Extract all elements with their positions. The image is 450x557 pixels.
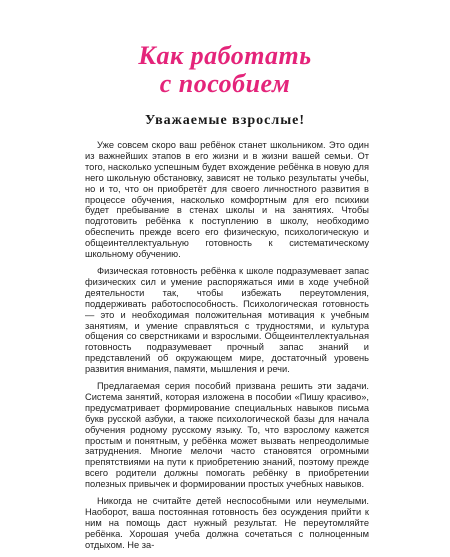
page-title-line-1: Как работать	[138, 41, 312, 70]
paragraph-1: Уже совсем скоро ваш ребёнок станет школьником. Это один из важнейших этапов в его жизни и в жизни вашей семьи. От того, насколько успешным будет вхождение ребёнка в новую для него школьную обстановку, зависят не только результаты учебы, но и то, что он приобретёт для своего личностного развития в процессе обучения, насколько комфортным для его психики будет пребывание в стенах школы и на занятиях. Чтобы подготовить ребёнка к поступлению в школу, необходимо обеспечить прежде всего его физическую, психологическую и общеинтеллектуальную готовность к систематическому школьному обучению.	[85, 140, 369, 260]
paragraph-4: Никогда не считайте детей неспособными или неумелыми. Наоборот, ваша постоянная готовность без осуждения прийти к ним на помощь даст нужный результат. Не переутомляйте ребёнка. Хорошая учеба должна сочетаться с полноценным отдыхом. Не за-	[85, 496, 369, 550]
paragraph-3: Предлагаемая серия пособий призвана решить эти задачи. Система занятий, которая изложена в пособии «Пишу красиво», предусматривает формирование специальных навыков письма букв русской азбуки, а также психологической базы для начала обучения родному русскому языку. То, что взрослому кажется простым и понятным, у ребёнка может вызвать непреодолимые затруднения. Многие мелочи часто становятся огромными препятствиями на пути к приобретению знаний, поэтому прежде всего родители должны помогать ребёнку в приобретении полезных привычек и формировании простых учебных навыков.	[85, 381, 369, 490]
body-text	[85, 140, 369, 557]
page-title-line-2: с пособием	[159, 69, 291, 98]
salutation-heading: Уважаемые взрослые!	[144, 113, 306, 128]
paragraph-2: Физическая готовность ребёнка к школе подразумевает запас физических сил и умение распоряжаться ими в ходе учебной деятельности так, чтобы избежать переутомления, поддерживать работоспособность. Психологическая готовность — это и необходимая положительная мотивация к учебным занятиям, и умение справляться с трудностями, и культура общения со сверстниками и взрослыми. Общеинтеллектуальная готовность подразумевает прочный запас знаний и представлений об окружающем мире, достаточный уровень развития внимания, памяти, мышления и речи.	[85, 265, 369, 375]
